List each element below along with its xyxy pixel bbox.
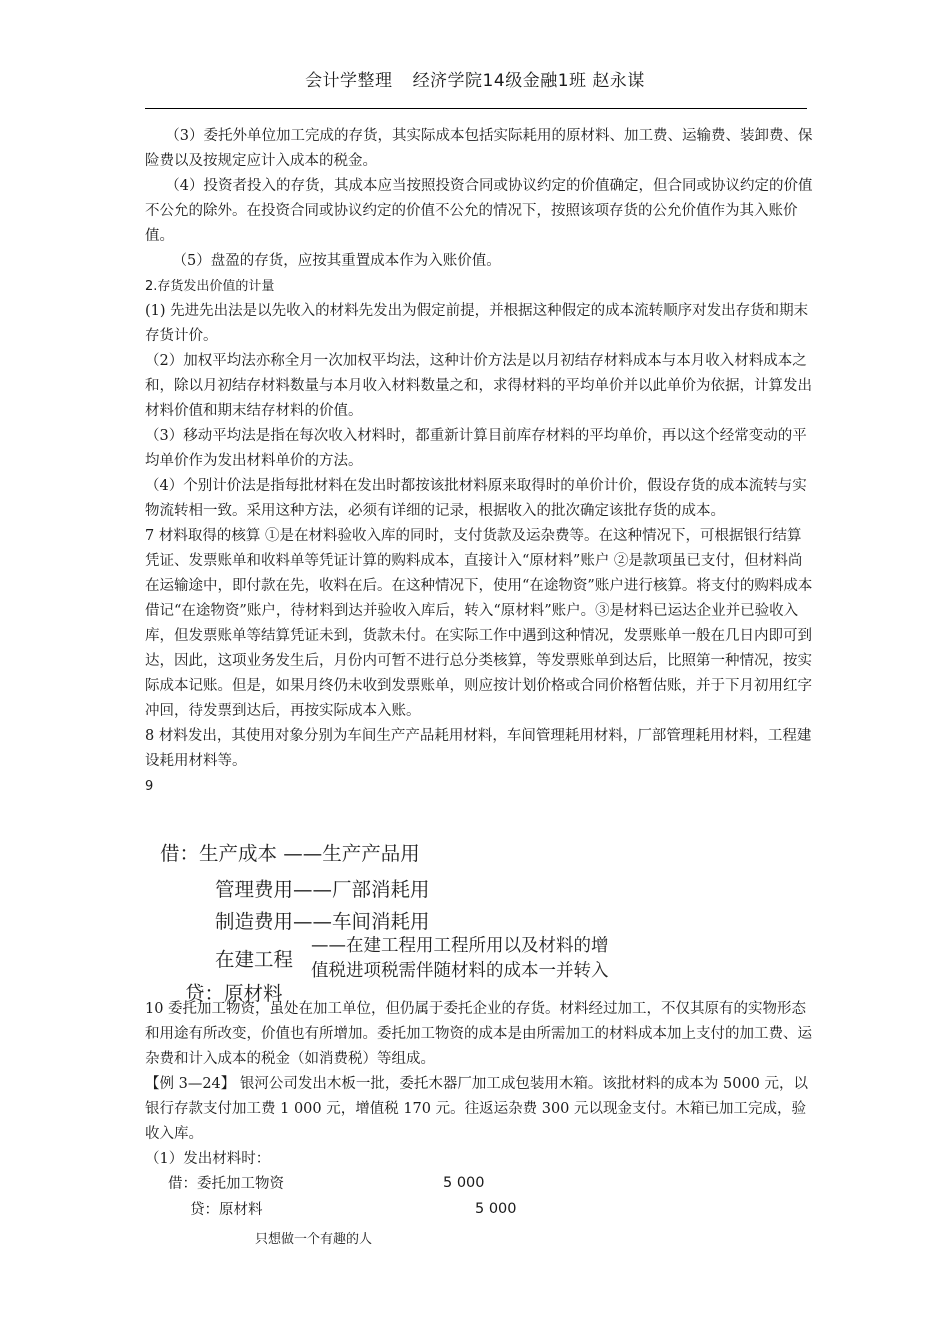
diagram-line-construction-label: 在建工程 bbox=[215, 948, 294, 971]
diagram-line-construction-desc-2: 值税进项税需伴随材料的成本一并转入 bbox=[311, 961, 609, 981]
page-footer: 只想做一个有趣的人 bbox=[255, 1232, 373, 1247]
paragraph: (1) 先进先出法是以先收入的材料先发出为假定前提，并根据这种假定的成本流转顺序对发出存货和期末存货计价。 bbox=[145, 303, 809, 344]
paragraph: 【例 3—24】 银河公司发出木板一批，委托木器厂加工成包装用木箱。该批材料的成本为 5000 元，以银行存款支付加工费 1 000 元，增值税 170 元。往返运杂费 300 元以现金支付。木箱已加工完成，验收入库。 bbox=[145, 1076, 809, 1142]
diagram-line-construction-desc-1: ——在建工程用工程所用以及材料的增 bbox=[311, 936, 609, 956]
paragraph: （4）投资者投入的存货，其成本应当按照投资合同或协议约定的价值确定，但合同或协议约定的价值不公允的除外。在投资合同或协议约定的价值不公允的情况下，按照该项存货的公允价值作为其入账价值。 bbox=[145, 178, 813, 244]
journal-credit-label: 贷：原材料 bbox=[190, 1202, 263, 1218]
diagram-line-credit: 贷：原材料 bbox=[185, 982, 283, 1005]
body-text-bottom bbox=[145, 997, 815, 1172]
paragraph: （1）发出材料时： bbox=[145, 1151, 271, 1167]
journal-credit-amount: 5 000 bbox=[475, 1201, 517, 1217]
header-course: 会计学整理 bbox=[305, 71, 393, 91]
paragraph: （2）加权平均法亦称全月一次加权平均法，这种计价方法是以月初结存材料成本与本月收入材料成本之和，除以月初结存材料数量与本月收入材料数量之和，求得材料的平均单价并以此单价为依据，计算发出材料价值和期末结存材料的价值。 bbox=[145, 353, 812, 419]
paragraph: （3）移动平均法是指在每次收入材料时，都重新计算目前库存材料的平均单价，再以这个经常变动的平均单价作为发出材料单价的方法。 bbox=[145, 428, 807, 469]
header-author: 赵永谋 bbox=[592, 71, 645, 91]
section-heading: 2.存货发出价值的计量 bbox=[145, 279, 275, 294]
paragraph: 10 委托加工物资，虽处在加工单位，但仍属于委托企业的存货。材料经过加工，不仅其原有的实物形态和用途有所改变，价值也有所增加。委托加工物资的成本是由所需加工的材料成本加上支付的加工费、运杂费和计入成本的税金（如消费税）等组成。 bbox=[145, 1001, 812, 1067]
journal-debit-label: 借：委托加工物资 bbox=[168, 1176, 284, 1192]
journal-debit-amount: 5 000 bbox=[443, 1175, 485, 1191]
diagram-line-admin: 管理费用——厂部消耗用 bbox=[215, 878, 430, 901]
item-number: 9 bbox=[145, 779, 154, 794]
header-rule bbox=[145, 108, 807, 109]
diagram-line-debit: 借：生产成本 ——生产产品用 bbox=[160, 842, 420, 865]
paragraph: 8 材料发出，其使用对象分别为车间生产产品耗用材料，车间管理耗用材料，厂部管理耗用材料，工程建设耗用材料等。 bbox=[145, 728, 812, 769]
diagram-line-manufacturing: 制造费用——车间消耗用 bbox=[215, 910, 430, 933]
paragraph: （3）委托外单位加工完成的存货，其实际成本包括实际耗用的原材料、加工费、运输费、装卸费、保险费以及按规定应计入成本的税金。 bbox=[145, 128, 813, 169]
page-header bbox=[0, 66, 950, 91]
paragraph: （5）盘盈的存货，应按其重置成本作为入账价值。 bbox=[172, 253, 501, 269]
paragraph: 7 材料取得的核算 ①是在材料验收入库的同时，支付货款及运杂费等。在这种情况下，可根据银行结算凭证、发票账单和收料单等凭证计算的购料成本，直接计入“原材料”账户 ②是款项虽已支付，但材料尚在运输途中，即付款在先，收料在后。在这种情况下，使用“在途物资”账户进行核算。将支付的购料成本借记“在途物资”账户，待材料到达并验收入库后，转入“原材料”账户。③是材料已运达企业并已验收入库，但发票账单等结算凭证未到，货款未付。在实际工作中遇到这种情况，发票账单一般在几日内即可到达，因此，这项业务发生后，月份内可暂不进行总分类核算，等发票账单到达后，比照第一种情况，按实际成本记账。但是，如果月终仍未收到发票账单，则应按计划价格或合同价格暂估账，并于下月初用红字冲回，待发票到达后，再按实际成本入账。 bbox=[145, 528, 813, 719]
header-class-info: 经济学院14级金融1班 bbox=[412, 71, 587, 91]
body-text-top bbox=[145, 124, 813, 799]
paragraph: （4）个别计价法是指每批材料在发出时都按该批材料原来取得时的单价计价，假设存货的成本流转与实物流转相一致。采用这种方法，必须有详细的记录，根据收入的批次确定该批存货的成本。 bbox=[145, 478, 807, 519]
journal-entry-diagram bbox=[145, 838, 685, 1003]
